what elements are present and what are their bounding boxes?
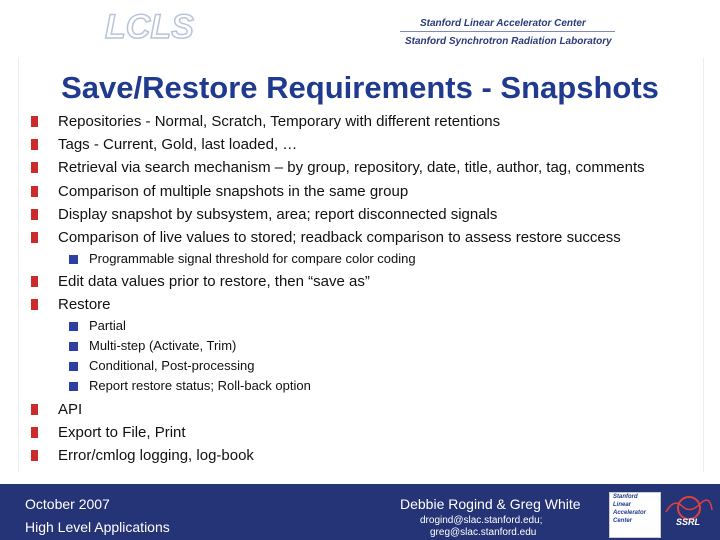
sub-list-item: Partial bbox=[89, 318, 126, 333]
list-item: Display snapshot by subsystem, area; report disconnected signals bbox=[58, 206, 498, 223]
bullet-marker bbox=[31, 299, 38, 310]
footer-email-link[interactable]: drogind@slac.stanford.edu; bbox=[420, 515, 543, 526]
sub-list-item: Multi-step (Activate, Trim) bbox=[89, 338, 237, 353]
slac-logo-line: Center bbox=[613, 518, 633, 524]
ssrl-label: SSRL bbox=[676, 517, 701, 527]
footer-email-link[interactable]: greg@slac.stanford.edu bbox=[430, 527, 537, 538]
list-item: Repositories - Normal, Scratch, Temporary with different retentions bbox=[58, 113, 501, 130]
slac-logo-line: Stanford bbox=[613, 494, 638, 500]
bullet-marker bbox=[31, 427, 38, 438]
sub-list-item: Conditional, Post-processing bbox=[89, 358, 255, 373]
bullet-marker bbox=[31, 209, 38, 220]
sub-list-item: Report restore status; Roll-back option bbox=[89, 378, 311, 393]
header-divider bbox=[400, 31, 615, 32]
footer-authors: Debbie Rogind & Greg White bbox=[400, 496, 581, 512]
bullet-marker bbox=[31, 116, 38, 127]
bullet-marker bbox=[31, 276, 38, 287]
bullet-marker bbox=[31, 186, 38, 197]
footer-subtitle: High Level Applications bbox=[25, 519, 170, 535]
svg-text:LCLS: LCLS bbox=[105, 8, 194, 46]
sub-bullet-marker bbox=[69, 382, 78, 391]
ssrl-logo-icon bbox=[664, 492, 714, 536]
sub-bullet-marker bbox=[69, 322, 78, 331]
slac-logo-line: Linear bbox=[613, 502, 632, 508]
slac-logo-line: Accelerator bbox=[613, 510, 647, 516]
list-item: Retrieval via search mechanism – by group, repository, date, title, author, tag, comments bbox=[58, 159, 645, 176]
header-banner bbox=[0, 0, 720, 58]
sub-list-item: Programmable signal threshold for compare color coding bbox=[89, 251, 416, 266]
bullet-marker bbox=[31, 232, 38, 243]
bullet-marker bbox=[31, 162, 38, 173]
list-item: Tags - Current, Gold, last loaded, … bbox=[58, 136, 298, 153]
bullet-marker bbox=[31, 139, 38, 150]
bullet-marker bbox=[31, 450, 38, 461]
sub-bullet-marker bbox=[69, 362, 78, 371]
list-item: Comparison of live values to stored; readback comparison to assess restore success bbox=[58, 229, 621, 246]
bullet-marker bbox=[31, 404, 38, 415]
lcls-logo bbox=[100, 8, 210, 48]
slac-logo bbox=[609, 492, 661, 538]
lab-name-line1: Stanford Linear Accelerator Center bbox=[420, 18, 586, 29]
page-title: Save/Restore Requirements - Snapshots bbox=[61, 70, 659, 105]
lab-name-line2: Stanford Synchrotron Radiation Laboratory bbox=[405, 36, 612, 47]
list-item: Error/cmlog logging, log-book bbox=[58, 447, 254, 464]
list-item: Comparison of multiple snapshots in the same group bbox=[58, 183, 409, 200]
list-item: Restore bbox=[58, 296, 111, 313]
list-item: Edit data values prior to restore, then “save as” bbox=[58, 273, 370, 290]
footer-bar bbox=[0, 484, 720, 540]
sub-bullet-marker bbox=[69, 342, 78, 351]
list-item: Export to File, Print bbox=[58, 424, 186, 441]
list-item: API bbox=[58, 401, 83, 418]
sub-bullet-marker bbox=[69, 255, 78, 264]
footer-date: October 2007 bbox=[25, 496, 110, 512]
